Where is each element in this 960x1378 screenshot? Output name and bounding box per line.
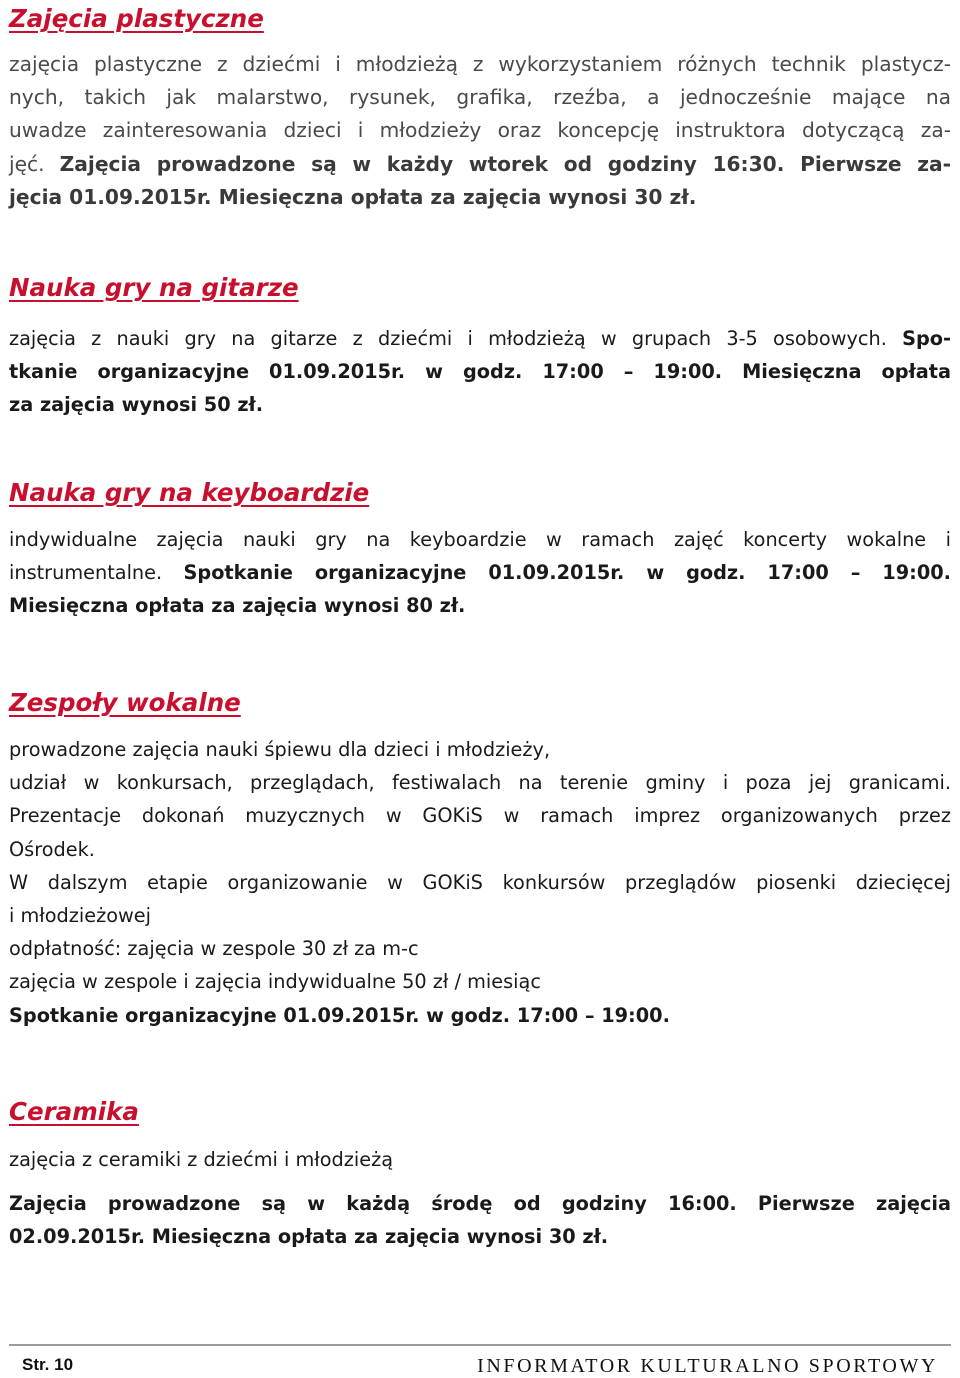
text-line bbox=[9, 766, 951, 799]
text-line bbox=[9, 1143, 951, 1176]
text-run: jęć. bbox=[9, 151, 60, 176]
text-run: za zajęcia wynosi 50 zł. bbox=[9, 393, 264, 417]
text-run: Spotkanie organizacyjne 01.09.2015r. w godz. 17:00 – 19:00. bbox=[183, 561, 951, 585]
page-number: Str. 10 bbox=[22, 1355, 74, 1374]
section-heading-wokalne: Zespoły wokalne bbox=[9, 688, 241, 717]
text-run: prowadzone zajęcia nauki śpiewu dla dzieci i młodzieży, bbox=[9, 738, 551, 761]
text-run: Ośrodek. bbox=[9, 837, 95, 861]
text-run: zajęcia w zespole i zajęcia indywidualne 50 zł / miesiąc bbox=[9, 970, 541, 994]
text-run: zajęcia plastyczne z dziećmi i młodzieżą z wykorzystaniem różnych technik plastycz- bbox=[9, 52, 951, 76]
section-body-ceramika bbox=[9, 1143, 951, 1176]
section-body-plastyczne bbox=[9, 48, 951, 214]
text-line bbox=[9, 81, 951, 114]
text-run: udział w konkursach, przeglądach, festiwalach na terenie gminy i poza jej granicami. bbox=[9, 771, 951, 795]
text-run: indywidualne zajęcia nauki gry na keyboardzie w ramach zajęć koncerty wokalne i bbox=[9, 528, 951, 551]
text-line bbox=[9, 733, 951, 766]
text-line bbox=[9, 799, 951, 832]
text-run: Zajęcia prowadzone są w każdą środę od godziny 16:00. Pierwsze zajęcia bbox=[9, 1192, 951, 1215]
text-line bbox=[9, 181, 951, 214]
text-line bbox=[9, 833, 951, 866]
section-heading-ceramika: Ceramika bbox=[9, 1097, 139, 1126]
text-run: Spotkanie organizacyjne 01.09.2015r. w godz. 17:00 – 19:00. bbox=[9, 1003, 670, 1027]
text-run: uwadze zainteresowania dzieci i młodzieży oraz koncepcję instruktora dotyczącą za- bbox=[9, 118, 951, 143]
text-run: Spo- bbox=[902, 327, 951, 350]
publication-title: INFORMATOR KULTURALNO SPORTOWY bbox=[477, 1355, 938, 1377]
text-line bbox=[9, 114, 951, 147]
text-run: zajęcia z ceramiki z dziećmi i młodzieżą bbox=[9, 1148, 394, 1171]
text-line bbox=[9, 523, 951, 556]
section-heading-gitara: Nauka gry na gitarze bbox=[9, 273, 299, 302]
text-run: zajęcia z nauki gry na gitarze z dziećmi i młodzieżą w grupach 3-5 osobowych. bbox=[9, 327, 903, 350]
text-run: tkanie organizacyjne 01.09.2015r. w godz. 17:00 – 19:00. Miesięczna opłata bbox=[9, 360, 951, 384]
text-run: jęcia 01.09.2015r. Miesięczna opłata za zajęcia wynosi 30 zł. bbox=[9, 184, 697, 209]
text-line bbox=[9, 1187, 951, 1220]
text-run: Prezentacje dokonań muzycznych w GOKiS w ramach imprez organizowanych przez bbox=[9, 804, 951, 828]
text-line bbox=[9, 932, 951, 965]
section-heading-keyboard: Nauka gry na keyboardzie bbox=[9, 478, 370, 507]
text-run: instrumentalne. bbox=[9, 561, 184, 585]
section-body-keyboard bbox=[9, 523, 951, 623]
text-line bbox=[9, 965, 951, 998]
section-body-wokalne bbox=[9, 733, 951, 1032]
text-line bbox=[9, 388, 951, 421]
section-body-gitara bbox=[9, 322, 951, 422]
text-line bbox=[9, 999, 951, 1032]
text-run: 02.09.2015r. Miesięczna opłata za zajęcia wynosi 30 zł. bbox=[9, 1225, 609, 1249]
text-line bbox=[9, 148, 951, 181]
text-line bbox=[9, 589, 951, 622]
text-line bbox=[9, 48, 951, 81]
text-run: odpłatność: zajęcia w zespole 30 zł za m-c bbox=[9, 937, 419, 961]
text-run: W dalszym etapie organizowanie w GOKiS konkursów przeglądów piosenki dziecięcej bbox=[9, 870, 951, 894]
text-line bbox=[9, 899, 951, 932]
section-body-ceramika-details bbox=[9, 1187, 951, 1253]
text-line bbox=[9, 1220, 951, 1253]
text-line bbox=[9, 866, 951, 899]
text-line bbox=[9, 322, 951, 355]
text-run: nych, takich jak malarstwo, rysunek, grafika, rzeźba, a jednocześnie mające na bbox=[9, 85, 951, 110]
text-run: Miesięczna opłata za zajęcia wynosi 80 zł. bbox=[9, 594, 466, 618]
text-line bbox=[9, 355, 951, 388]
text-run: Zajęcia prowadzone są w każdy wtorek od godziny 16:30. Pierwsze za- bbox=[59, 151, 951, 176]
section-heading-plastyczne: Zajęcia plastyczne bbox=[9, 4, 264, 33]
text-line bbox=[9, 556, 951, 589]
text-run: i młodzieżowej bbox=[9, 903, 152, 927]
footer-divider bbox=[9, 1344, 951, 1346]
